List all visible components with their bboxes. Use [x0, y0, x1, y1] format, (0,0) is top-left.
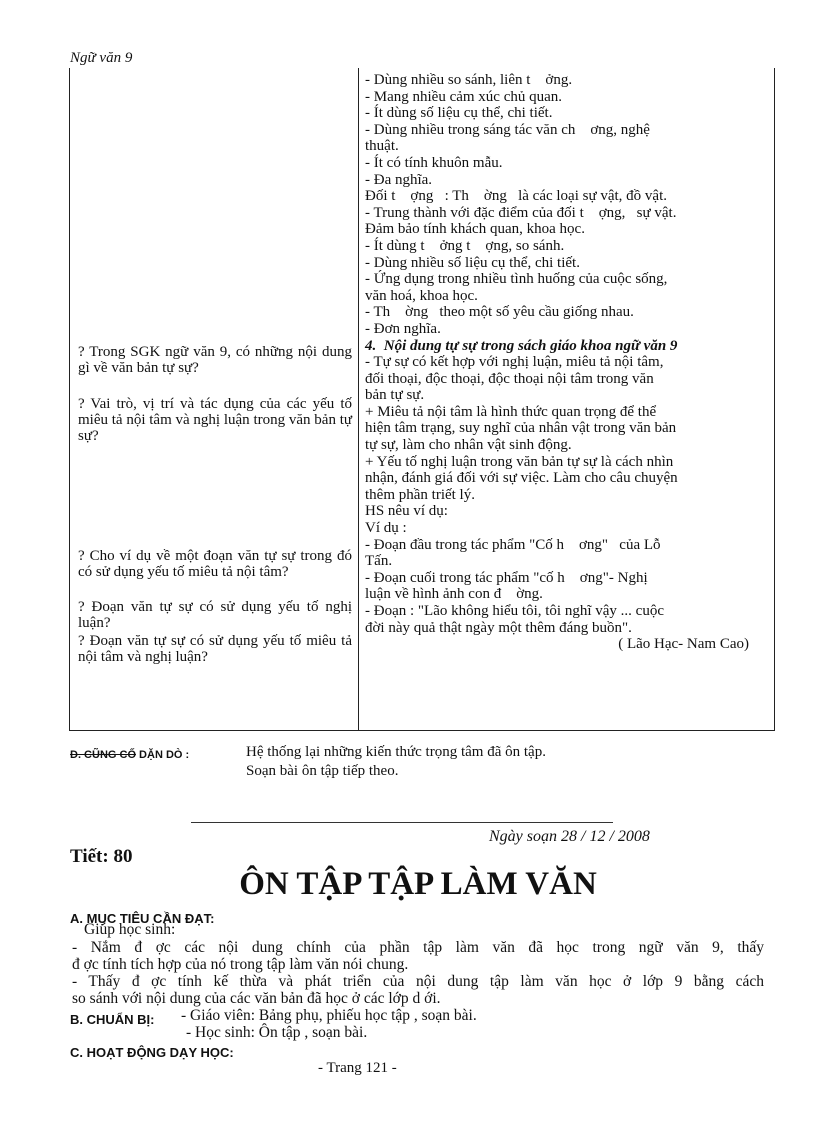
- table-line: - Đoạn : "Lão không hiểu tôi, tôi nghĩ vậy ... cuộc: [365, 603, 664, 619]
- table-line: Đối t ợng : Th ờng là các loại sự vật, đồ vật.: [365, 188, 667, 205]
- table-line: - Ứng dụng trong nhiều tình huống của cuộc sống,: [365, 271, 668, 288]
- table-line: nhận, đánh giá đối với sự việc. Làm cho câu chuyện: [365, 470, 678, 487]
- table-line: - Ít có tính khuôn mẫu.: [365, 154, 503, 171]
- lesson-table: [69, 68, 775, 731]
- table-line: - Dùng nhiều so sánh, liên t ởng.: [365, 72, 573, 88]
- question-2: ? Vai trò, vị trí và tác dụng của các yếu tố miêu tả nội tâm và nghị luận trong văn bản tự sự?: [78, 396, 352, 444]
- a-line: so sánh với nội dung của các văn bản đã học ở các lớp d ới.: [72, 990, 441, 1007]
- page-number: - Trang 121 -: [318, 1060, 397, 1076]
- cung-co-line: Hệ thống lại những kiến thức trọng tâm đã ôn tập.: [246, 744, 546, 760]
- table-line: luận về hình ảnh con đ ờng.: [365, 586, 543, 603]
- section-c-heading: C. HOẠT ĐỘNG DẠY HỌC:: [70, 1045, 234, 1060]
- cung-co-line: Soạn bài ôn tập tiếp theo.: [246, 763, 399, 779]
- table-line: bản tự sự.: [365, 387, 425, 404]
- table-line: tự sự, làm cho nhân vật sinh động.: [365, 437, 572, 454]
- section-b-heading: B. CHUẨN BỊ:: [70, 1012, 155, 1027]
- table-line: - Đoạn cuối trong tác phẩm "cố h ơng"- Nghị: [365, 569, 648, 586]
- table-line: + Miêu tả nội tâm là hình thức quan trọng để thể: [365, 403, 657, 420]
- question-5: ? Đoạn văn tự sự có sử dụng yếu tố miêu tả nội tâm và nghị luận?: [78, 633, 352, 665]
- table-line: - Dùng nhiều số liệu cụ thể, chi tiết.: [365, 254, 580, 271]
- table-right-column: [365, 72, 767, 653]
- question-4: ? Đoạn văn tự sự có sử dụng yếu tố nghị luận?: [78, 599, 352, 631]
- table-line: + Yếu tố nghị luận trong văn bản tự sự là cách nhìn: [365, 453, 674, 470]
- cung-co-label-rest: DẶN DÒ :: [136, 749, 190, 761]
- table-line: - Đa nghĩa.: [365, 171, 433, 188]
- table-line: Đảm bảo tính khách quan, khoa học.: [365, 221, 585, 238]
- a-line: - Thấy đ ợc tính kế thừa và phát triển của nội dung tập làm văn học ở lớp 9 bằng cách: [72, 973, 764, 990]
- b-line: - Giáo viên: Bảng phụ, phiếu học tập , soạn bài.: [181, 1007, 477, 1024]
- cung-co-label: [70, 749, 189, 761]
- page-title: ÔN TẬP TẬP LÀM VĂN: [239, 866, 597, 902]
- citation: ( Lão Hạc- Nam Cao): [618, 636, 749, 653]
- b-line: - Học sinh: Ôn tập , soạn bài.: [186, 1024, 368, 1041]
- table-line: văn hoá, khoa học.: [365, 287, 478, 304]
- table-line: đối thoại, độc thoại, độc thoại nội tâm trong văn: [365, 370, 654, 387]
- a-line: đ ợc tính tích hợp của nó trong tập làm văn nói chung.: [72, 956, 409, 973]
- lesson-number: Tiết: 80: [70, 846, 133, 867]
- table-line: - Mang nhiều cảm xúc chủ quan.: [365, 88, 563, 105]
- table-line: hiện tâm trạng, suy nghĩ của nhân vật trong văn bản: [365, 420, 677, 437]
- table-line: thuật.: [365, 138, 399, 155]
- table-line: - Ít dùng số liệu cụ thể, chi tiết.: [365, 105, 553, 122]
- separator-line: [191, 822, 613, 823]
- table-line: - Dùng nhiều trong sáng tác văn ch ơng, nghệ: [365, 121, 650, 138]
- question-1: ? Trong SGK ngữ văn 9, có những nội dung gì về văn bản tự sự?: [78, 344, 352, 376]
- table-line: - Tự sự có kết hợp với nghị luận, miêu tả nội tâm,: [365, 354, 664, 371]
- table-line: - Đoạn đầu trong tác phẩm "Cố h ơng" của Lỗ: [365, 536, 661, 553]
- section-heading-4: 4. Nội dung tự sự trong sách giáo khoa ngữ văn 9: [365, 337, 678, 354]
- a-line: Giúp học sinh:: [84, 921, 176, 938]
- table-line: Tấn.: [365, 553, 393, 570]
- date-line: Ngày soạn 28 / 12 / 2008: [489, 828, 650, 845]
- table-line: - Th ờng theo một số yêu cầu giống nhau.: [365, 304, 634, 321]
- header-label: Ngữ văn 9: [70, 50, 133, 66]
- table-line: thêm phần triết lý.: [365, 486, 475, 503]
- cung-co-label-strike: D. CŨNG CỐ: [70, 749, 136, 761]
- table-line: Ví dụ :: [365, 520, 407, 537]
- question-3: ? Cho ví dụ về một đoạn văn tự sự trong đó có sử dụng yếu tố miêu tả nội tâm?: [78, 548, 352, 580]
- section-a-heading: A. MỤC TIÊU CẦN ĐẠT:: [70, 911, 215, 926]
- table-line: HS nêu ví dụ:: [365, 503, 448, 520]
- table-line: - Trung thành với đặc điểm của đối t ợng, sự vật.: [365, 204, 677, 221]
- a-line: - Nắm đ ợc các nội dung chính của phần tập làm văn đã học trong ngữ văn 9, thấy: [72, 939, 764, 956]
- table-line: - Ít dùng t ởng t ợng, so sánh.: [365, 237, 565, 254]
- table-line: - Đơn nghĩa.: [365, 320, 441, 337]
- table-line: đời này quả thật ngày một thêm đáng buồn".: [365, 619, 632, 636]
- column-divider: [358, 68, 359, 730]
